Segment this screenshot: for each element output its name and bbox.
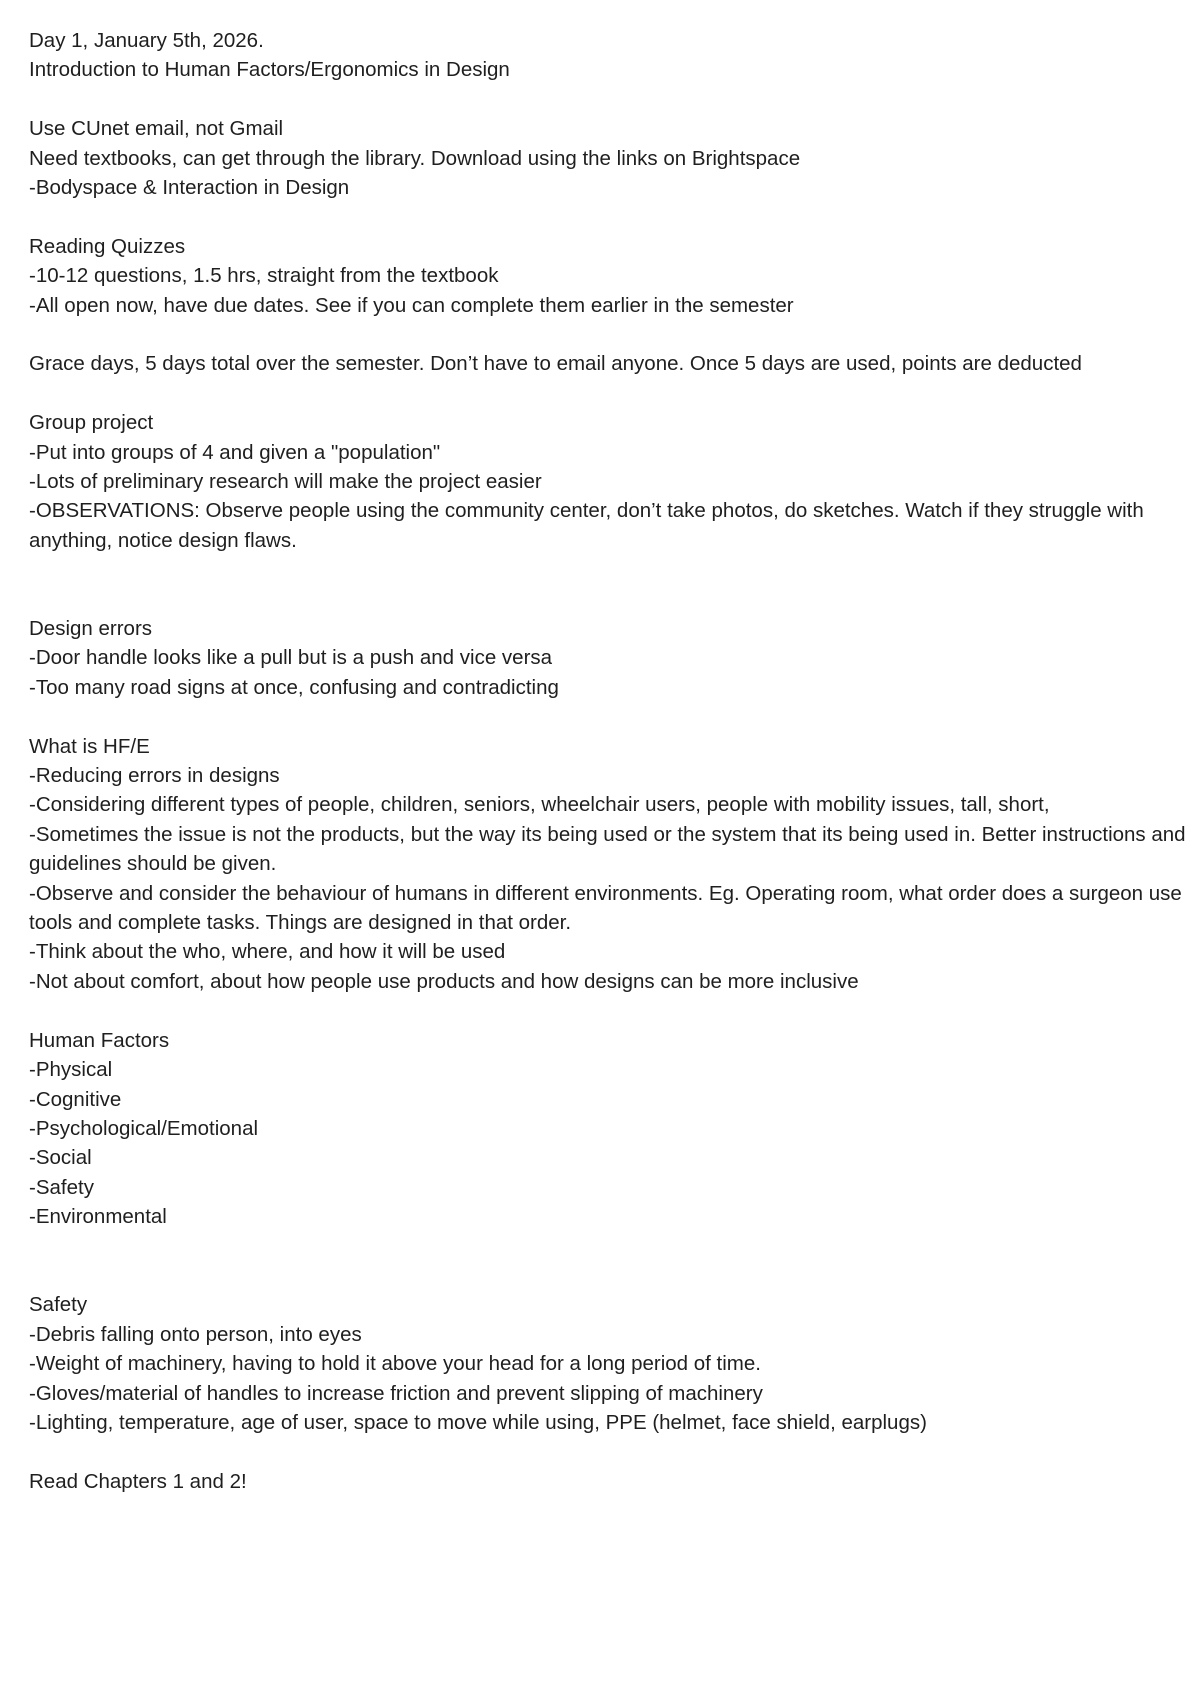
section-heading-human-factors: Human Factors [29,1028,170,1052]
bullet-line: -Not about comfort, about how people use products and how designs can be more inclusive [29,969,859,993]
date-line: Day 1, January 5th, 2026. [29,29,264,52]
bullet-line: -Think about the who, where, and how it will be used [29,940,506,964]
blank-line [29,702,1189,731]
bullet-line: -Lighting, temperature, age of user, space to move while using, PPE (helmet, face shield, earplugs) [29,1410,927,1434]
document-title: Introduction to Human Factors/Ergonomics in Design [29,58,510,82]
bullet-line: -Weight of machinery, having to hold it above your head for a long period of time. [29,1352,761,1376]
section-heading-reading-quizzes: Reading Quizzes [29,234,186,258]
blank-line [29,1232,1189,1261]
blank-line [29,1437,1189,1466]
blank-line [29,1261,1189,1290]
bullet-line: -All open now, have due dates. See if you can complete them earlier in the semester [29,293,794,317]
bullet-line: -Considering different types of people, children, seniors, wheelchair users, people with mobility issues, tall, short, [29,793,1050,817]
bullet-line: -Sometimes the issue is not the products, but the way its being used or the system that its being used in. Better instructions and guidelines should be given. [29,822,1186,876]
bullet-line: -Door handle looks like a pull but is a push and vice versa [29,646,553,670]
admin-line: Use CUnet email, not Gmail [29,117,284,141]
bullet-line: -Gloves/material of handles to increase friction and prevent slipping of machinery [29,1381,763,1405]
bullet-line: -Too many road signs at once, confusing and contradicting [29,675,559,699]
blank-line [29,555,1189,584]
bullet-line: -OBSERVATIONS: Observe people using the community center, don’t take photos, do sketches. Watch if they struggle with anything, notice design flaws. [29,499,1144,552]
blank-line [29,85,1189,114]
bullet-line: -Safety [29,1175,94,1199]
bullet-line: -Cognitive [29,1087,122,1111]
grace-days-line: Grace days, 5 days total over the semester. Don’t have to email anyone. Once 5 days are used, points are deducted [29,352,1082,376]
bullet-line: -Environmental [29,1205,167,1229]
bullet-line: -Physical [29,1058,113,1082]
bullet-line: -10-12 questions, 1.5 hrs, straight from the textbook [29,264,499,288]
blank-line [29,996,1189,1025]
document-body [29,26,1189,1496]
section-heading-design-errors: Design errors [29,617,153,641]
section-heading-what-is-hfe: What is HF/E [29,734,150,758]
bullet-line: -Psychological/Emotional [29,1116,259,1140]
blank-line [29,320,1189,349]
reminder-line: Read Chapters 1 and 2! [29,1469,247,1493]
bullet-line: -Observe and consider the behaviour of humans in different environments. Eg. Operating room, what order does a surgeon use tools and complete tasks. Things are designed in that order. [29,881,1182,935]
section-heading-safety: Safety [29,1293,88,1317]
bullet-line: -Social [29,1146,92,1170]
bullet-line: -Lots of preliminary research will make the project easier [29,470,542,494]
admin-line: Need textbooks, can get through the library. Download using the links on Brightspace [29,146,801,170]
bullet-line: -Put into groups of 4 and given a "population" [29,440,441,464]
blank-line [29,202,1189,231]
admin-line: -Bodyspace & Interaction in Design [29,176,350,200]
blank-line [29,379,1189,408]
section-heading-group-project: Group project [29,411,154,435]
bullet-line: -Debris falling onto person, into eyes [29,1322,362,1346]
blank-line [29,585,1189,614]
bullet-line: -Reducing errors in designs [29,764,280,788]
